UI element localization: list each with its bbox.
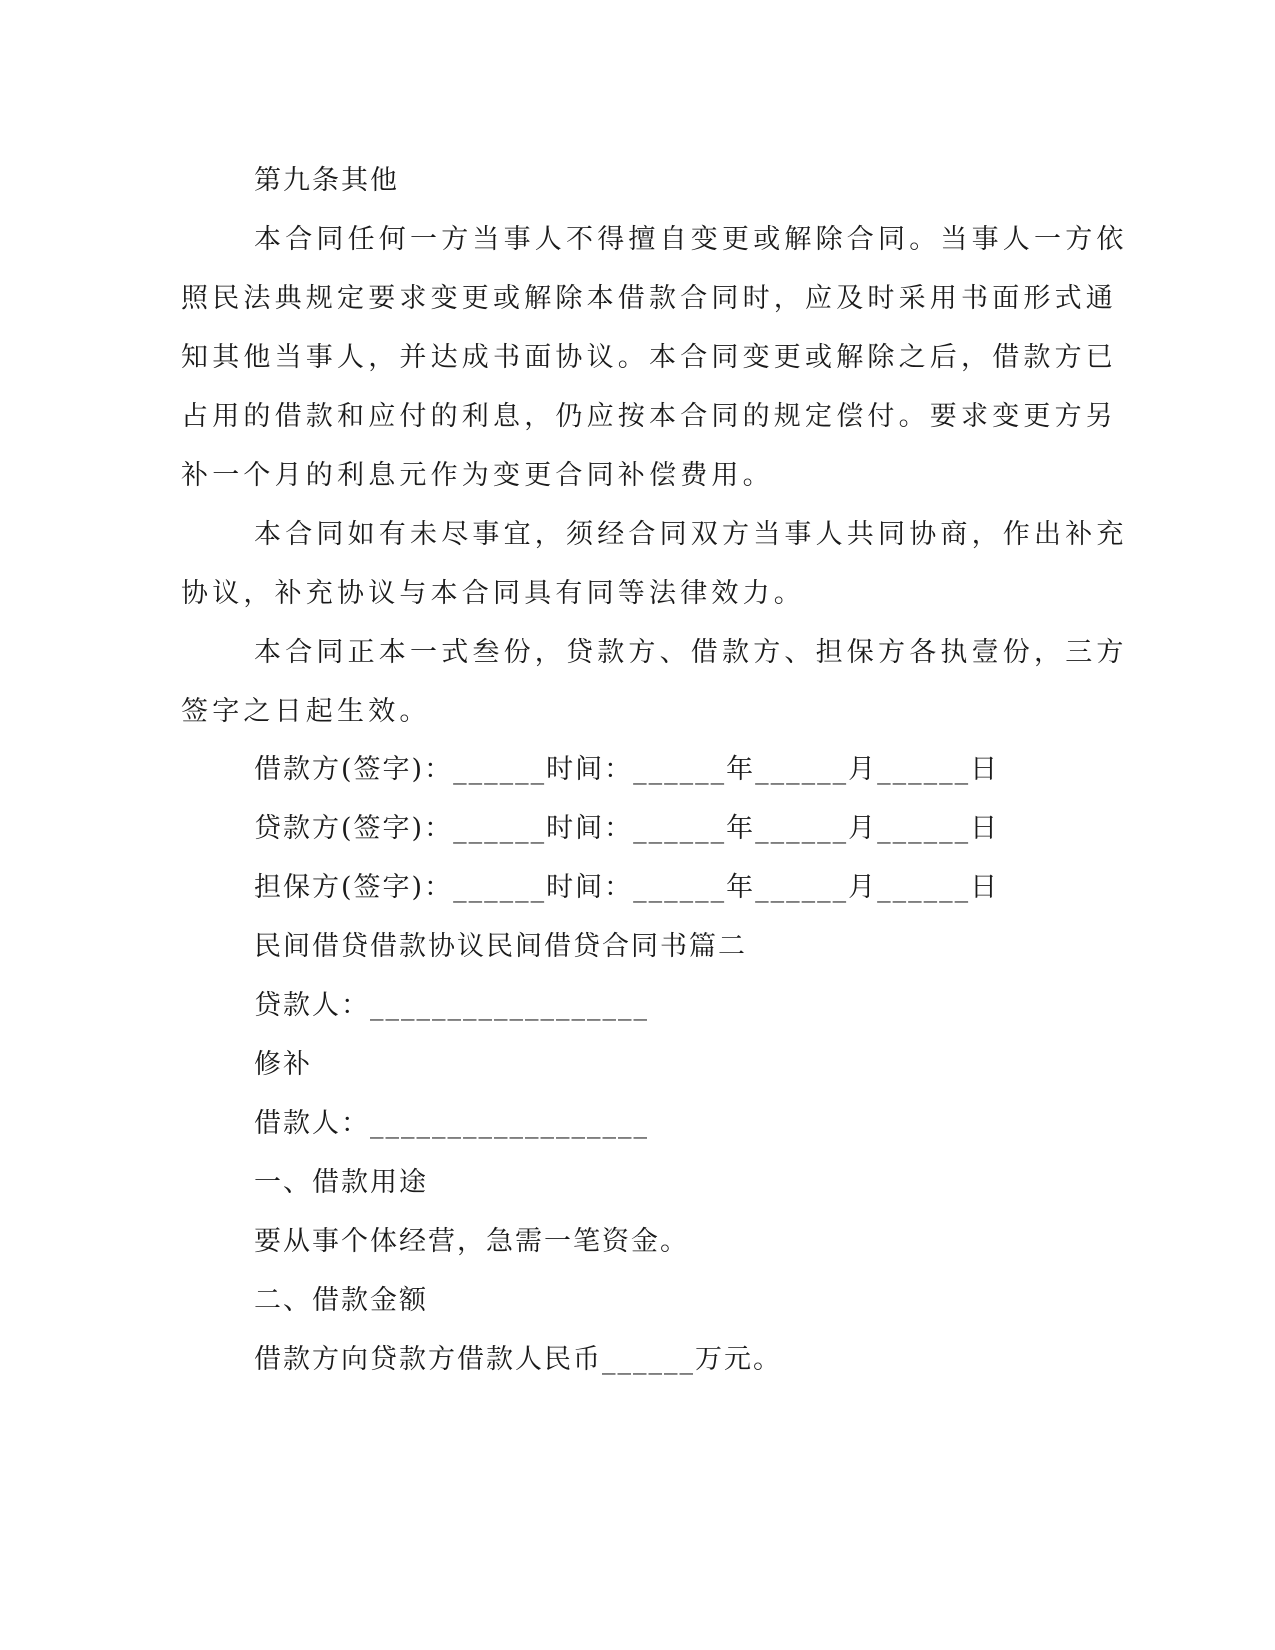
paragraph-line: 本合同正本一式叁份，贷款方、借款方、担保方各执壹份，三方 — [254, 637, 1128, 668]
borrower-field: 借款人：__________________ — [254, 1108, 649, 1139]
paragraph-line: 知其他当事人，并达成书面协议。本合同变更或解除之后，借款方已 — [181, 342, 1117, 373]
note-line: 修补 — [254, 1049, 312, 1080]
paragraph-line: 本合同任何一方当事人不得擅自变更或解除合同。当事人一方依 — [254, 224, 1128, 255]
paragraph-line: 本合同如有未尽事宜，须经合同双方当事人共同协商，作出补充 — [254, 519, 1128, 550]
section-heading-purpose: 一、借款用途 — [254, 1167, 428, 1198]
paragraph-line: 照民法典规定要求变更或解除本借款合同时，应及时采用书面形式通 — [181, 283, 1117, 314]
signature-line-guarantor: 担保方(签字)：______时间：______年______月______日 — [254, 872, 1000, 903]
paragraph-line: 占用的借款和应付的利息，仍应按本合同的规定偿付。要求变更方另 — [181, 401, 1117, 432]
paragraph-line: 要从事个体经营，急需一笔资金。 — [254, 1226, 689, 1257]
paragraph-line: 补一个月的利息元作为变更合同补偿费用。 — [181, 460, 774, 491]
paragraph-line: 协议，补充协议与本合同具有同等法律效力。 — [181, 578, 805, 609]
lender-field: 贷款人：__________________ — [254, 990, 649, 1021]
signature-line-borrower: 借款方(签字)：______时间：______年______月______日 — [254, 754, 1000, 785]
signature-line-lender: 贷款方(签字)：______时间：______年______月______日 — [254, 813, 1000, 844]
section-title-part-two: 民间借贷借款协议民间借贷合同书篇二 — [254, 931, 747, 962]
section-heading-article-9: 第九条其他 — [254, 165, 399, 196]
section-heading-amount: 二、借款金额 — [254, 1285, 428, 1316]
paragraph-line: 签字之日起生效。 — [181, 696, 431, 727]
paragraph-line: 借款方向贷款方借款人民币______万元。 — [254, 1344, 782, 1375]
